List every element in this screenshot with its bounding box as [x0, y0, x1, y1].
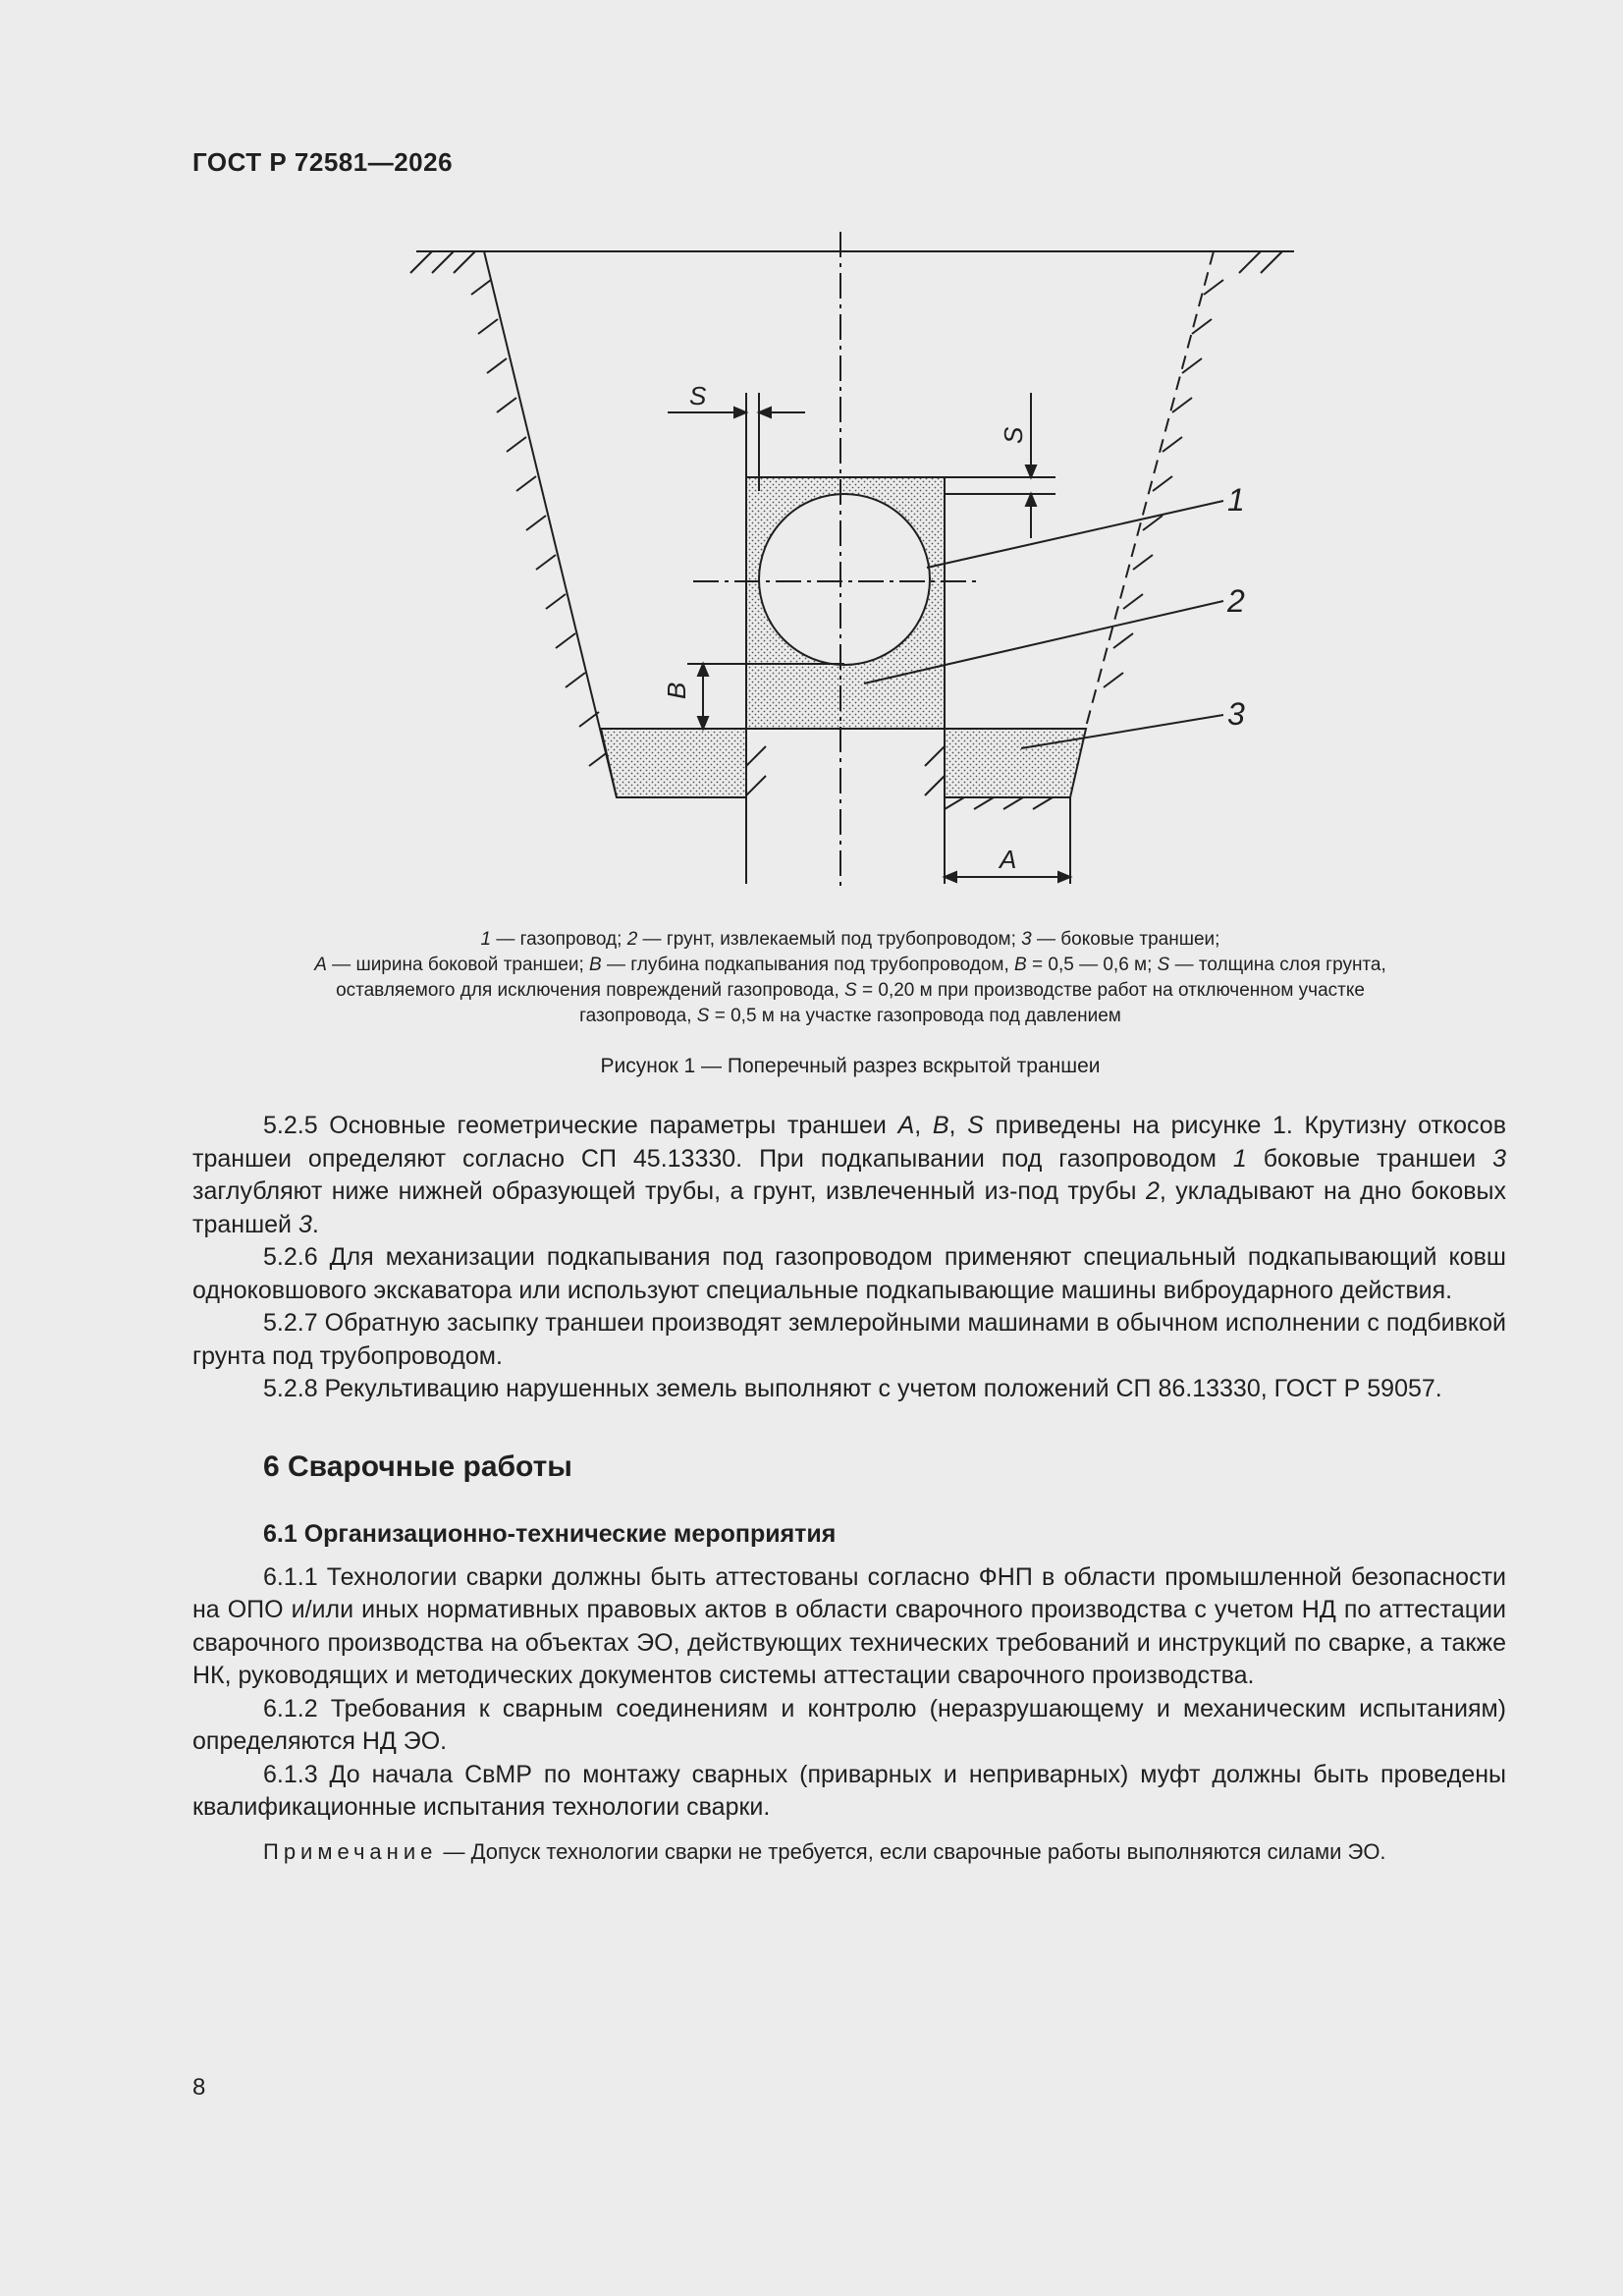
left-pit-hatch — [746, 746, 766, 795]
document-body — [192, 1110, 1506, 1868]
text-run: . — [311, 1210, 319, 1238]
legend-key-s: S — [844, 980, 857, 1001]
legend-key-b: B — [1014, 955, 1027, 975]
legend-line-1 — [192, 927, 1508, 953]
text-run: , укладывают на дно боковых траншей — [192, 1177, 1506, 1238]
legend-key-1: 1 — [480, 929, 492, 950]
text-run: 1 — [1232, 1144, 1247, 1173]
left-side-trench — [601, 729, 746, 797]
ground-hatch-left — [410, 251, 475, 273]
legend-text: = 0,5 — 0,6 м; — [1026, 955, 1158, 975]
label-2: 2 — [1227, 583, 1245, 619]
document-header: ГОСТ Р 72581—2026 — [192, 147, 454, 177]
label-a: A — [1000, 845, 1017, 874]
leader-1 — [927, 501, 1223, 568]
page-number: 8 — [192, 2074, 206, 2101]
label-1: 1 — [1227, 482, 1245, 518]
paragraph-5-2-6: 5.2.6 Для механизации подкапывания под газопроводом применяют специальный подкапывающий ковш одноковшового экскаватора или используют специальные подкапывающие машины виброударного действия. — [192, 1243, 1506, 1304]
legend-text: — грунт, извлекаемый под трубопроводом; — [637, 929, 1022, 950]
legend-text: — газопровод; — [491, 929, 627, 950]
legend-key-3: 3 — [1021, 929, 1032, 950]
text-run: 5.2.5 Основные геометрические параметры траншеи — [263, 1112, 898, 1139]
paragraph-5-2-5 — [192, 1110, 1506, 1241]
right-side-trench — [945, 729, 1086, 797]
legend-text: — глубина подкапывания под трубопроводом, — [601, 955, 1015, 975]
note — [192, 1836, 1506, 1868]
section-6-title: 6 Сварочные работы — [263, 1449, 572, 1483]
text-run: A — [897, 1112, 915, 1139]
legend-text: газопровода, — [579, 1006, 697, 1026]
legend-line-4 — [192, 1004, 1508, 1029]
note-label: Примечание — [263, 1838, 438, 1864]
text-run: , — [914, 1112, 933, 1139]
text-run: 2 — [1145, 1177, 1160, 1205]
legend-line-2 — [192, 953, 1508, 978]
label-b: B — [662, 682, 691, 699]
text-run: приведены на рисунке 1. Крутизну откосов траншеи определяют согласно СП 45.13330. При подкапывании под газопроводом — [192, 1112, 1506, 1173]
legend-key-a: A — [314, 955, 327, 975]
text-run: S — [967, 1112, 984, 1139]
paragraph-5-2-8: 5.2.8 Рекультивацию нарушенных земель выполняют с учетом положений СП 86.13330, ГОСТ Р 59057. — [263, 1375, 1442, 1402]
paragraph-6-1-2: 6.1.2 Требования к сварным соединениям и контролю (неразрушающему и механическим испытаниям) определяются НД ЭО. — [192, 1694, 1506, 1755]
legend-key-s: S — [696, 1006, 710, 1026]
text-run: B — [932, 1112, 949, 1139]
trench-right-wall — [1086, 251, 1214, 727]
gas-pipe — [759, 494, 930, 665]
label-s-side: S — [999, 426, 1028, 444]
text-run: заглубляют ниже нижней образующей трубы, а грунт, извлеченный из-под трубы — [192, 1177, 1146, 1205]
legend-key-s: S — [1157, 955, 1170, 975]
left-wall-hatch — [471, 280, 609, 766]
section-6-1-title: 6.1 Организационно-технические мероприятия — [263, 1519, 837, 1548]
trench-cross-section-figure — [0, 0, 1623, 923]
legend-key-2: 2 — [626, 929, 638, 950]
label-3: 3 — [1227, 696, 1245, 732]
note-text: — Допуск технологии сварки не требуется, если сварочные работы выполняются силами ЭО. — [437, 1838, 1386, 1864]
legend-text: оставляемого для исключения повреждений газопровода, — [336, 980, 845, 1001]
figure-legend — [192, 927, 1508, 1029]
text-run: боковые траншеи — [1246, 1144, 1493, 1173]
paragraph-6-1-3: 6.1.3 До начала СвМР по монтажу сварных (приварных и неприварных) муфт должны быть проведены квалификационные испытания технологии сварки. — [192, 1760, 1506, 1821]
text-run: 3 — [1492, 1144, 1507, 1173]
paragraph-6-1-1: 6.1.1 Технологии сварки должны быть аттестованы согласно ФНП в области промышленной безопасности на ОПО и/или иных нормативных правовых актов в области сварочного производства с учетом НД по аттестации сварочного производства на объектах ЭО, действующих технических требований и инструкций по сварке, а также НК, руководящих и методических документов системы аттестации сварочного производства. — [192, 1562, 1506, 1689]
legend-key-b: B — [589, 955, 602, 975]
legend-text: — боковые траншеи; — [1031, 929, 1220, 950]
legend-text: — толщина слоя грунта, — [1169, 955, 1386, 975]
right-wall-hatch — [1104, 280, 1223, 687]
label-s-top: S — [689, 381, 707, 410]
figure-caption: Рисунок 1 — Поперечный разрез вскрытой траншеи — [600, 1055, 1101, 1077]
legend-text: — ширина боковой траншеи; — [326, 955, 590, 975]
trench-left-wall — [484, 251, 617, 797]
text-run: 3 — [298, 1210, 312, 1238]
legend-text: = 0,5 м на участке газопровода под давлением — [709, 1006, 1121, 1026]
legend-text: = 0,20 м при производстве работ на отключенном участке — [856, 980, 1365, 1001]
paragraph-5-2-7: 5.2.7 Обратную засыпку траншеи производят землеройными машинами в обычном исполнении с подбивкой грунта под трубопроводом. — [192, 1309, 1506, 1370]
ground-hatch-right — [1239, 251, 1282, 273]
text-run: , — [948, 1112, 968, 1139]
legend-line-3 — [192, 978, 1508, 1004]
